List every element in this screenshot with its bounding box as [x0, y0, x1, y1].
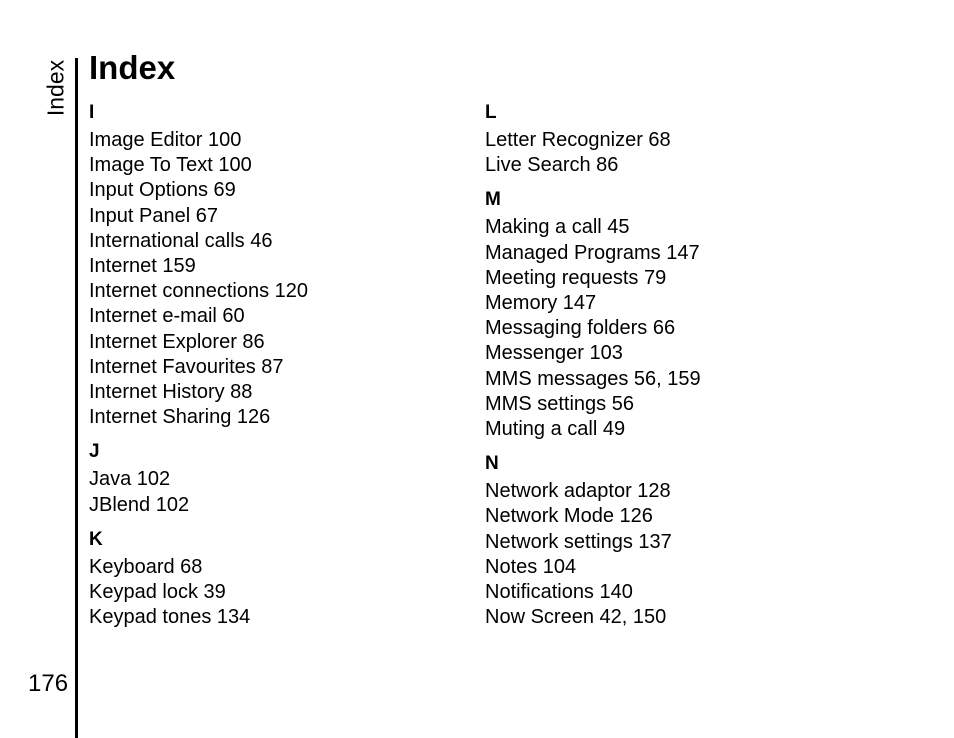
section-letter: J	[89, 441, 100, 463]
index-entry: Network settings 137	[485, 530, 672, 553]
index-entry: Input Panel 67	[89, 204, 218, 227]
index-section-j	[89, 438, 449, 517]
index-entry: Image To Text 100	[89, 154, 252, 177]
index-entry: Input Options 69	[89, 179, 236, 202]
index-entry: Letter Recognizer 68	[485, 129, 671, 151]
index-entry: Internet Favourites 87	[89, 355, 284, 378]
index-entry: Now Screen 42, 150	[485, 606, 667, 629]
index-entry: Muting a call 49	[485, 418, 626, 441]
index-section-k	[89, 526, 449, 631]
index-entry: Internet connections 120	[89, 280, 309, 303]
index-entry: Internet History 88	[89, 381, 253, 404]
index-entry: Keypad lock 39	[89, 581, 226, 604]
index-entry: Notes 104	[485, 555, 577, 578]
index-entry: MMS messages 56, 159	[485, 367, 701, 390]
index-entry: Internet Sharing 126	[89, 406, 271, 429]
index-entry: Managed Programs 147	[485, 241, 700, 264]
index-entry: Memory 147	[485, 292, 597, 315]
index-entry: Notifications 140	[485, 581, 633, 604]
index-entry: MMS settings 56	[485, 392, 634, 415]
section-letter: I	[89, 102, 95, 123]
index-entry: JBlend 102	[89, 493, 190, 516]
index-entry: Meeting requests 79	[485, 266, 667, 289]
index-section-i	[89, 99, 449, 430]
page-number: 176	[28, 670, 69, 697]
section-letter: L	[485, 102, 497, 123]
index-entry: Messaging folders 66	[485, 317, 676, 340]
index-entry: Network adaptor 128	[485, 480, 671, 503]
index-entry: Live Search 86	[485, 154, 619, 177]
index-entry: Internet Explorer 86	[89, 330, 265, 353]
index-entry: Network Mode 126	[485, 505, 653, 528]
index-entry: Internet 159	[89, 255, 196, 278]
index-section-n	[485, 450, 845, 630]
index-entry: International calls 46	[89, 229, 273, 252]
index-column-right	[485, 99, 845, 638]
index-entry: Making a call 45	[485, 216, 630, 239]
page-title: Index	[89, 49, 176, 86]
section-letter: M	[485, 189, 501, 211]
side-section-label: Index	[42, 59, 69, 117]
index-column-left	[89, 99, 449, 638]
section-letter: K	[89, 528, 103, 550]
section-letter: N	[485, 453, 499, 475]
vertical-rule	[75, 58, 78, 738]
index-entry: Messenger 103	[485, 342, 623, 365]
index-entry: Keypad tones 134	[89, 606, 251, 629]
index-entry: Internet e-mail 60	[89, 305, 245, 328]
index-section-m	[485, 186, 845, 442]
index-entry: Java 102	[89, 468, 171, 491]
index-entry: Keyboard 68	[89, 555, 203, 578]
index-section-l	[485, 99, 845, 178]
index-entry: Image Editor 100	[89, 129, 242, 151]
